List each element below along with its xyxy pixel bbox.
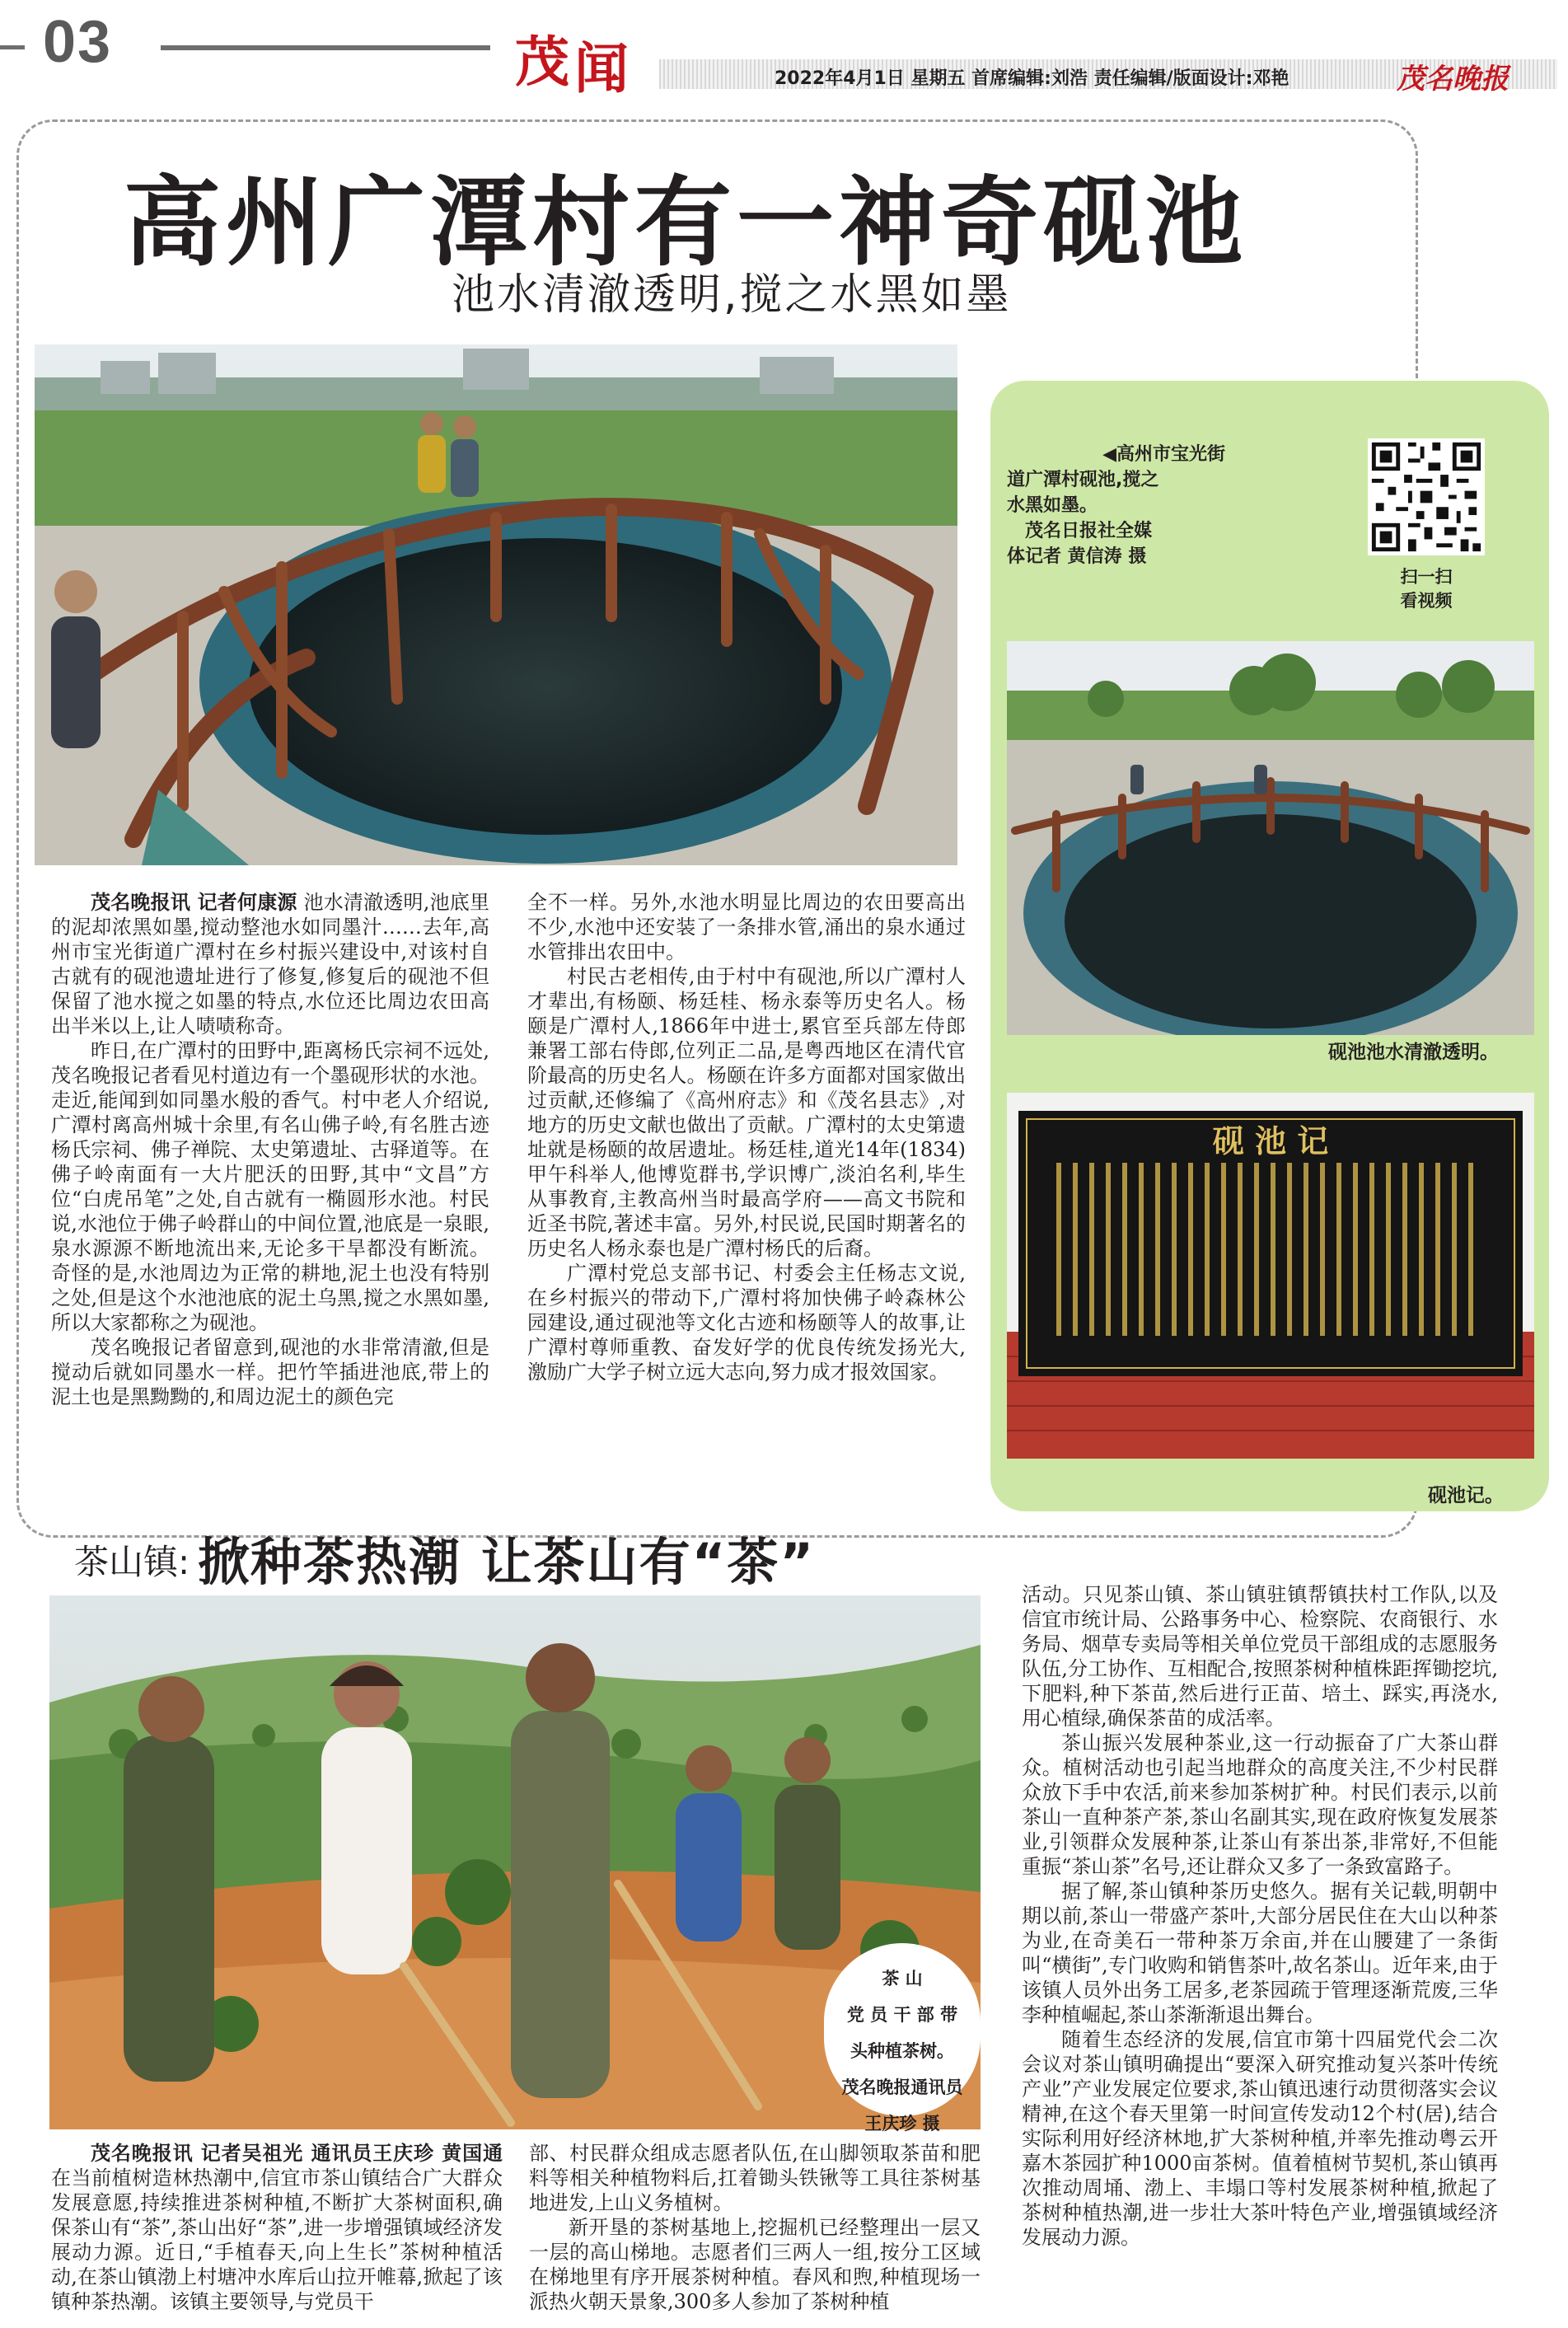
article2-col3-p2: 茶山振兴发展种茶业,这一行动振奋了广大茶山群众。植树活动也引起当地群众的高度关注,不少村民群众放下手中农活,前来参加茶树扩种。村民们表示,以前茶山一直种茶产茶,茶山名副其实,现在政府恢复发展茶业,引领群众发展种茶,让茶山有茶出茶,非常好,不但能重振“茶山茶”名号,还让群众又多了一条致富路子。 <box>1022 1731 1498 1878</box>
issue-info: 2022年4月1日 星期五 首席编辑:刘浩 责任编辑/版面设计:邓艳 <box>775 68 1290 89</box>
article1-col1-p2: 昨日,在广潭村的田野中,距离杨氏宗祠不远处,茂名晚报记者看见村道边有一个墨砚形状的水池。走近,能闻到如同墨水般的香气。村中老人介绍说,广潭村离高州城十余里,有名山佛子岭,有名胜古迹杨氏宗祠、佛子禅院、太史第遗址、古驿道等。在佛子岭南面有一大片肥沃的田野,其中“文昌”方位“白虎吊笔”之处,自古就有一椭圆形水池。村民说,水池位于佛子岭群山的中间位置,池底是一泉眼,泉水源源不断地流出来,无论多干旱都没有断流。奇怪的是,水池周边为正常的耕地,泥土也没有特别之处,但是这个水池池底的泥土乌黑,搅之水黑如墨,所以大家都称之为砚池。 <box>51 1039 489 1334</box>
article2-col3-p1: 活动。只见茶山镇、茶山镇驻镇帮镇扶村工作队,以及信宜市统计局、公路事务中心、检察院、农商银行、水务局、烟草专卖局等相关单位党员干部组成的志愿服务队伍,分工协作、互相配合,按照茶树种植株距挥锄挖坑,下肥料,种下茶苗,然后进行正苗、培土、踩实,再浇水,用心植绿,确保茶苗的成活率。 <box>1022 1583 1498 1730</box>
header-rule-left <box>0 45 25 49</box>
qr-label-line-1: 扫一扫 <box>1400 567 1453 587</box>
caption-plaque: 砚池记。 <box>1428 1485 1504 1506</box>
caption-line: 茶 山 <box>882 1969 923 1988</box>
caption-line: 茂名晚报通讯员 <box>841 2077 963 2097</box>
article2-col3 <box>1022 1582 1498 2250</box>
article2-kicker: 茶山镇: <box>74 1542 190 1582</box>
article2-col2 <box>529 2141 981 2314</box>
ink-pond-illustration <box>35 344 957 865</box>
article2-col1 <box>51 2141 503 2314</box>
qr-label <box>1368 565 1485 613</box>
caption-pond-clear: 砚池池水清澈透明。 <box>1328 1042 1499 1063</box>
article1-byline: 茂名晚报讯 记者何康源 <box>91 891 297 914</box>
article2-headline: 掀种茶热潮 让茶山有“茶” <box>198 1532 816 1592</box>
caption-line: 茂名日报社全媒 <box>1007 521 1153 541</box>
article2-col1-text: 在当前植树造林热潮中,信宜市茶山镇结合广大群众发展意愿,持续推进茶树种植,不断扩大茶树面积,确保茶山有“茶”,茶山出好“茶”,进一步增强镇域经济发展动力源。近日,“手植春天,向上生长”茶树种植活动,在茶山镇渤上村塘冲水库后山拉开帷幕,掀起了该镇种茶热潮。该镇主要领导,与党员干 <box>51 2166 503 2313</box>
qr-code[interactable] <box>1368 438 1485 555</box>
section-char-2: 闻 <box>574 36 629 101</box>
article1-col1-p1: 池水清澈透明,池底里的泥却浓黑如墨,搅动整池水如同墨汁……去年,高州市宝光街道广潭村在乡村振兴建设中,对该村自古就有的砚池遗址进行了修复,修复后的砚池不但保留了池水搅之如墨的特点,水位还比周边农田高出半米以上,让人啧啧称奇。 <box>51 891 489 1038</box>
article1-headline: 高州广潭村有一神奇砚池 <box>124 166 1248 279</box>
caption-line: 体记者 黄信涛 摄 <box>1007 546 1147 567</box>
article1-col2 <box>527 890 966 1384</box>
article2-col2-p1: 部、村民群众组成志愿者队伍,在山脚领取茶苗和肥料等相关种植物料后,扛着锄头铁锹等工具往茶树基地进发,上山义务植树。 <box>529 2142 981 2214</box>
article1-col2-p1: 全不一样。另外,水池水明显比周边的农田要高出不少,水池中还安装了一条排水管,涌出的泉水通过水管排出农田中。 <box>527 891 966 963</box>
pond-wide-illustration <box>1007 641 1534 1035</box>
side-photo-plaque <box>1007 1093 1534 1459</box>
header-rule <box>161 45 490 50</box>
section-char-1: 茂 <box>515 30 569 94</box>
article1-col2-p2: 村民古老相传,由于村中有砚池,所以广潭村人才辈出,有杨颐、杨廷桂、杨永泰等历史名人。杨颐是广潭村人,1866年中进士,累官至兵部左侍郎兼署工部右侍郎,位列正二品,是粤西地区在清代官阶最高的历史名人。杨颐在许多方面都对国家做出过贡献,还修编了《高州府志》和《茂名县志》,对地方的历史文献也做出了贡献。广潭村的太史第遗址就是杨颐的故居遗址。杨廷桂,道光14年(1834)甲午科举人,他博览群书,学识博广,淡泊名利,毕生从事教育,主教高州当时最高学府——高文书院和近圣书院,著述丰富。另外,村民说,民国时期著名的历史名人杨永泰也是广潭村杨氏的后裔。 <box>527 965 966 1260</box>
caption-line: 水黑如墨。 <box>1007 495 1098 516</box>
article2-col2-p2: 新开垦的茶树基地上,挖掘机已经整理出一层又一层的高山梯地。志愿者们三两人一组,按分工区域在梯地里有序开展茶树种植。春风和煦,种植现场一派热火朝天景象,300多人参加了茶树种植 <box>529 2216 981 2313</box>
article2-col3-p3: 据了解,茶山镇种茶历史悠久。据有关记载,明朝中期以前,茶山一带盛产茶叶,大部分居民住在大山以种茶为业,在奇美石一带种茶万余亩,并在山腰建了一条街叫“横街”,专门收购和销售茶叶,故名茶山。近年来,由于该镇人员外出务工居多,老茶园疏于管理逐渐荒废,三华李种植崛起,茶山茶渐渐退出舞台。 <box>1022 1880 1498 2026</box>
side-photo-pond <box>1007 641 1534 1035</box>
caption-line: 王庆珍 摄 <box>864 2114 940 2134</box>
plaque-title: 砚 池 记 <box>1212 1122 1329 1159</box>
caption-line: 道广潭村砚池,搅之 <box>1007 470 1159 490</box>
article2-byline: 茂名晚报讯 记者吴祖光 通讯员王庆珍 黄国通 <box>91 2142 503 2165</box>
newspaper-logo: 茂名晚报 <box>1397 63 1509 96</box>
main-photo-ink-pond <box>35 344 957 865</box>
caption-line: ◀高州市宝光街 <box>1102 444 1225 465</box>
article2-col3-p4: 随着生态经济的发展,信宜市第十四届党代会二次会议对茶山镇明确提出“要深入研究推动复兴茶叶传统产业”产业发展定位要求,茶山镇迅速行动贯彻落实会议精神,在这个春天里第一时间宣传发动12个村(居),结合实际利用好经济林地,扩大茶树种植,并率先推动粤云开嘉木茶园扩种1000亩茶树。值着植树节契机,茶山镇再次推动周埇、渤上、丰塌口等村发展茶树种植,掀起了茶树种植热潮,进一步壮大茶叶特色产业,增强镇域经济发展动力源。 <box>1022 2028 1498 2249</box>
video-caption <box>1007 442 1225 569</box>
article1-col2-p3: 广潭村党总支部书记、村委会主任杨志文说,在乡村振兴的带动下,广潭村将加快佛子岭森林公园建设,通过砚池等文化古迹和杨颐等人的故事,让广潭村尊师重教、奋发好学的优良传统发扬光大,激励广大学子树立远大志向,努力成才报效国家。 <box>527 1262 966 1384</box>
qr-code-graphic <box>1368 438 1485 555</box>
article1-col1 <box>51 890 489 1409</box>
caption-line: 党 员 干 部 带 <box>846 2005 958 2025</box>
caption-line: 头种植茶树。 <box>850 2041 954 2061</box>
page-number: 03 <box>43 9 113 75</box>
section-name <box>515 18 639 101</box>
tea-photo-caption <box>824 1943 981 2134</box>
article1-col1-p3: 茂名晚报记者留意到,砚池的水非常清澈,但是搅动后就如同墨水一样。把竹竿插进池底,带上的泥土也是黑黝黝的,和周边泥土的颜色完 <box>51 1336 489 1408</box>
qr-label-line-2: 看视频 <box>1400 591 1453 611</box>
article1-subheadline: 池水清澈透明,搅之水黑如墨 <box>452 270 1012 320</box>
